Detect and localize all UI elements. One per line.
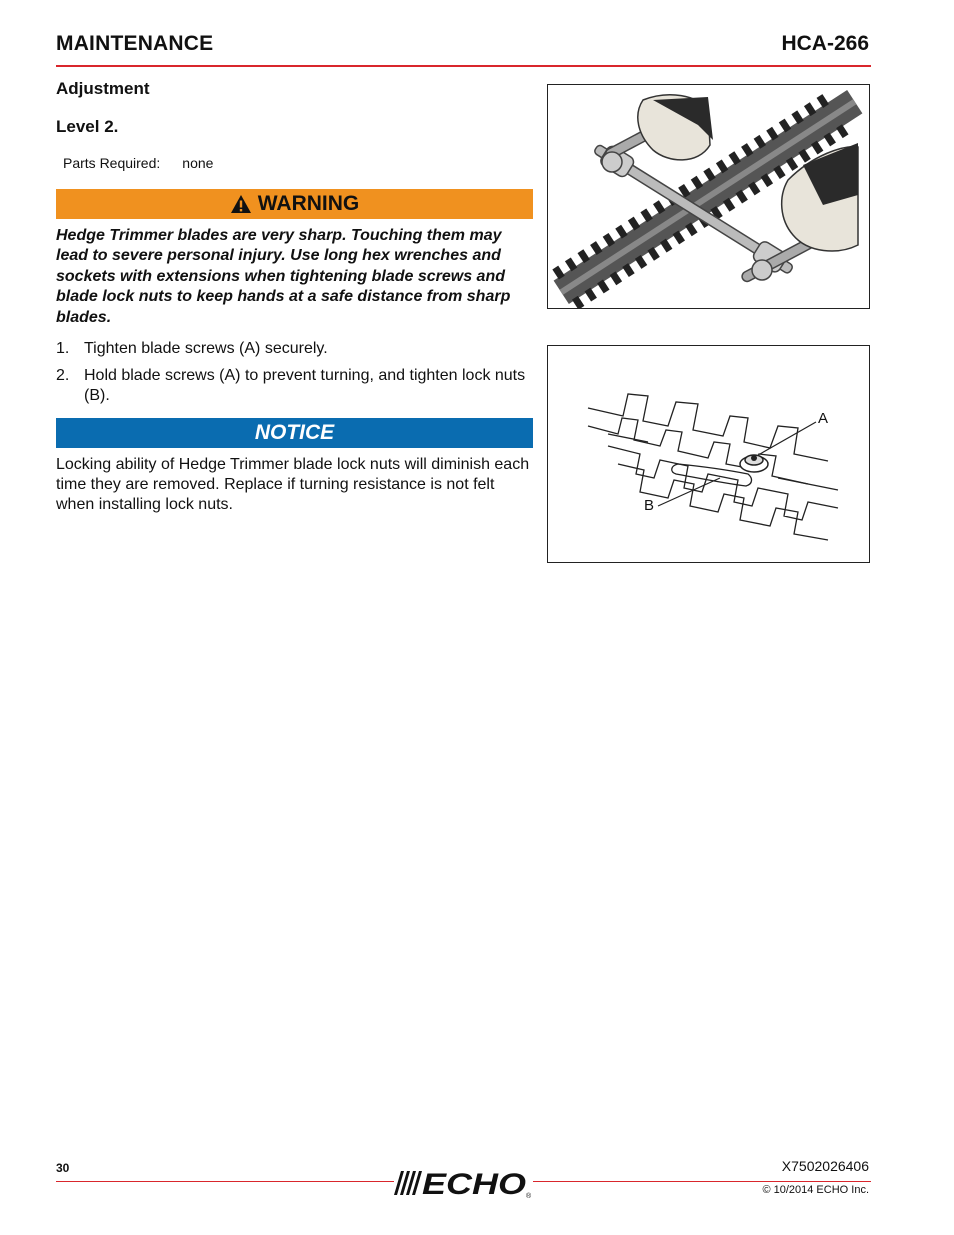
figure-blade-screws-nuts: [547, 345, 870, 563]
warning-label: WARNING: [257, 192, 360, 215]
svg-text:®: ®: [526, 1193, 532, 1200]
copyright-text: © 10/2014 ECHO Inc.: [762, 1184, 869, 1196]
warning-text: Hedge Trimmer blades are very sharp. Touching them may lead to severe personal injury. Use long hex wrenches and sockets with extensions when tightening blade screws and blade lock nuts to keep hands at a safe distance from sharp blades.: [56, 227, 511, 326]
page-number: 30: [56, 1161, 70, 1175]
echo-logo: [392, 1163, 534, 1201]
figure-wrench-blades: [547, 84, 870, 309]
blade-detail-illustration: [548, 346, 869, 562]
notice-text: Locking ability of Hedge Trimmer blade lock nuts will diminish each time they are removed. Replace if turning resistance is not felt when installing lock nuts.: [56, 456, 530, 513]
header-divider: [56, 65, 871, 67]
step-item: [56, 339, 526, 359]
parts-required-value: none: [182, 155, 214, 171]
step-text: Hold blade screws (A) to prevent turning, and tighten lock nuts (B).: [84, 367, 526, 404]
parts-required: [63, 155, 213, 171]
step-item: [56, 366, 526, 406]
echo-logo-mark: [392, 1163, 534, 1201]
document-number: X7502026406: [781, 1158, 869, 1174]
parts-required-label: Parts Required:: [63, 155, 161, 171]
notice-banner: [56, 418, 533, 448]
footer-divider-left: [56, 1181, 394, 1182]
step-number: 2.: [56, 367, 70, 384]
hedge-blade-wrench-illustration: [548, 85, 869, 308]
header-model-number: HCA-266: [781, 32, 869, 55]
notice-label: NOTICE: [254, 421, 335, 444]
header-section-title: MAINTENANCE: [56, 32, 214, 55]
section-title: Adjustment: [56, 79, 150, 98]
warning-triangle-icon: [230, 194, 252, 214]
logo-wordmark: ECHO: [422, 1168, 526, 1201]
step-number: 1.: [56, 340, 70, 357]
callout-a-label: A: [818, 410, 829, 427]
steps-list: [56, 339, 526, 413]
footer-divider-right: [533, 1181, 871, 1182]
callout-b-label: B: [644, 497, 655, 514]
step-text: Tighten blade screws (A) securely.: [84, 340, 328, 357]
warning-banner: [56, 189, 533, 219]
level-title: Level 2.: [56, 117, 119, 136]
